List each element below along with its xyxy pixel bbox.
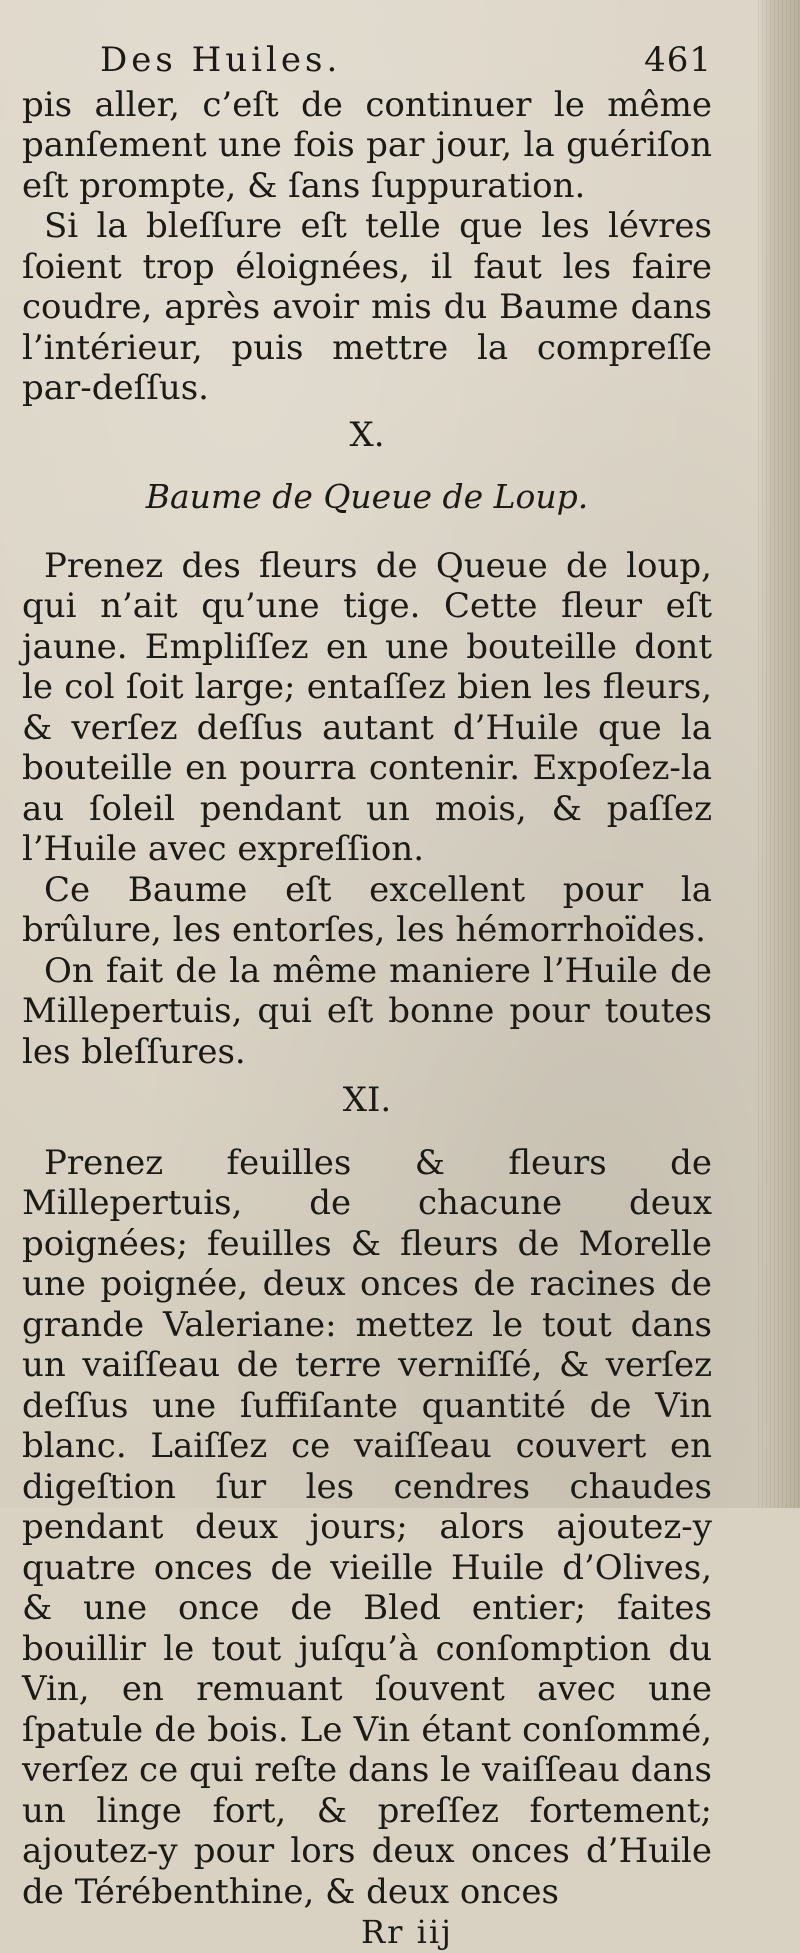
running-header bbox=[22, 40, 712, 81]
signature-mark: Rr iij bbox=[361, 1913, 453, 1951]
section-x-title: Baume de Queue de Loup. bbox=[145, 477, 589, 516]
paragraph-5: On fait de la même maniere l’Huile de Millepertuis, qui eſt bonne pour toutes les bleſſures. bbox=[22, 950, 712, 1072]
paragraph-3: Prenez des fleurs de Queue de loup, qui n’ait qu’une tige. Cette fleur eſt jaune. Empliſſez en une bouteille dont le col ſoit large; entaſſez bien les fleurs, & verſez deſſus autant d’Huile que la bouteille en pourra contenir. Expoſez-la au ſoleil pendant un mois, & paſſez l’Huile avec expreſſion. bbox=[22, 545, 712, 869]
page-gutter bbox=[758, 0, 800, 1508]
page-number: 461 bbox=[644, 40, 712, 80]
paragraph-6: Prenez feuilles & fleurs de Millepertuis, de chacune deux poignées; feuilles & fleurs de Morelle une poignée, deux onces de racines de grande Valeriane: mettez le tout dans un vaiſſeau de terre verniſſé, & verſez deſſus une ſuffiſante quantité de Vin blanc. Laiſſez ce vaiſſeau couvert en digeſtion ſur les cendres chaudes pendant deux jours; alors ajoutez-y quatre onces de vieille Huile d’Olives, & une once de Bled entier; faites bouillir le tout juſqu’à conſomption du Vin, en remuant ſouvent avec une ſpatule de bois. Le Vin étant conſommé, verſez ce qui reſte dans le vaiſſeau dans un linge fort, & preſſez fortement; ajoutez-y pour lors deux onces d’Huile de Térébenthine, & deux onces bbox=[22, 1142, 712, 1912]
section-xi-number: XI. bbox=[342, 1080, 392, 1120]
paragraph-2: Si la bleſſure eſt telle que les lévres ſoient trop éloignées, il faut les faire coudre, après avoir mis du Baume dans l’intérieur, puis mettre la compreſſe par-deſſus. bbox=[22, 206, 712, 408]
running-title: Des Huiles. bbox=[100, 40, 342, 80]
section-x-number: X. bbox=[349, 414, 385, 455]
paragraph-4: Ce Baume eſt excellent pour la brûlure, les entorſes, les hémorrhoïdes. bbox=[22, 869, 712, 950]
text-block bbox=[22, 40, 712, 1953]
paragraph-1: pis aller, c’eſt de continuer le même panſement une fois par jour, la guériſon eſt prompte, & ſans ſuppuration. bbox=[22, 84, 712, 206]
